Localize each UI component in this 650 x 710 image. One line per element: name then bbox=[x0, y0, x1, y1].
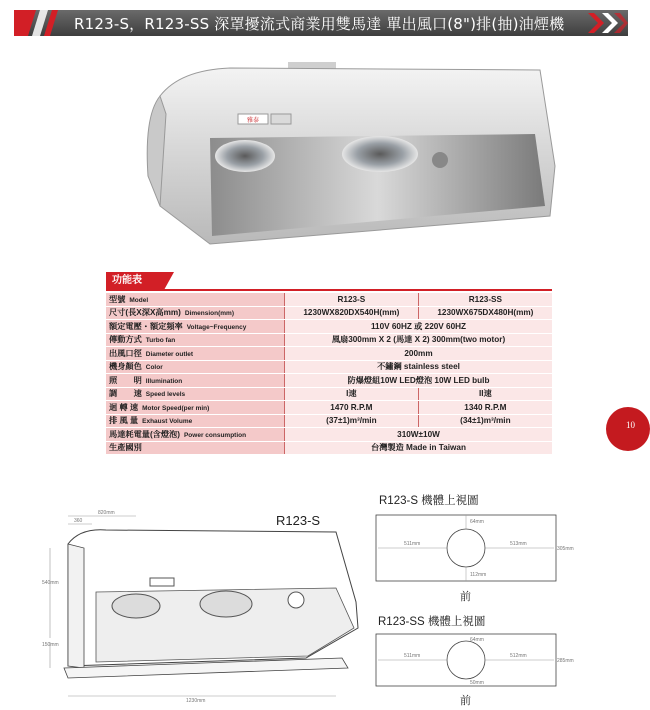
spec-table-heading: 功能表 bbox=[106, 272, 164, 290]
page-number: 10 bbox=[626, 420, 635, 430]
spec-label bbox=[106, 360, 285, 374]
spec-value: R123-S bbox=[285, 293, 419, 306]
spec-label bbox=[106, 293, 285, 306]
spec-label-en: Diameter outlet bbox=[145, 350, 194, 358]
spec-label-zh: 排 風 量 bbox=[109, 416, 139, 426]
top-view-title-r123s: R123-S 機體上視圖 bbox=[379, 495, 479, 507]
spec-value: 台灣製造 Made in Taiwan bbox=[285, 441, 553, 455]
spec-value: 200mm bbox=[285, 347, 553, 361]
spec-row bbox=[106, 320, 552, 334]
spec-label-en: Power consumption bbox=[183, 431, 247, 439]
top-view-r123ss bbox=[364, 630, 574, 690]
spec-label-zh: 馬達耗電量(含燈泡) bbox=[109, 429, 180, 439]
spec-value: 1230WX820DX540H(mm) bbox=[285, 306, 419, 320]
spec-table-header bbox=[106, 272, 552, 290]
dim-top: 64mm bbox=[470, 637, 484, 643]
spec-label-zh: 額定電壓・額定頻率 bbox=[109, 321, 183, 331]
spec-label-zh: 照 明 bbox=[109, 375, 142, 385]
spec-label-zh: 尺寸(長X深X高mm) bbox=[109, 308, 181, 318]
dim-front: 150mm bbox=[42, 642, 59, 648]
divider bbox=[106, 289, 552, 291]
spec-label-en: Exhaust Volume bbox=[142, 418, 193, 426]
spec-label-en: Dimension(mm) bbox=[184, 310, 234, 318]
spec-value: 1340 R.P.M bbox=[418, 401, 552, 415]
dim-bottom: 50mm bbox=[470, 680, 484, 686]
spec-label bbox=[106, 387, 285, 401]
title-banner bbox=[14, 10, 628, 36]
spec-label bbox=[106, 347, 285, 361]
chevron-right-icon bbox=[582, 10, 628, 36]
spec-value: 1470 R.P.M bbox=[285, 401, 419, 415]
spec-label bbox=[106, 428, 285, 442]
spec-label bbox=[106, 441, 285, 455]
spec-label-zh: 出風口徑 bbox=[109, 348, 142, 358]
spec-tab-tail bbox=[164, 272, 174, 290]
dim-right: 512mm bbox=[510, 653, 527, 659]
top-view-title-r123ss: R123-SS 機體上視圖 bbox=[378, 616, 486, 628]
spec-label bbox=[106, 401, 285, 415]
spec-label-en: Voltage~Frequency bbox=[186, 323, 247, 331]
spec-label-en: Speed levels bbox=[145, 391, 186, 399]
dim-top: 360 bbox=[74, 518, 83, 524]
side-dimension-drawing bbox=[36, 508, 366, 704]
dim-left: 511mm bbox=[404, 541, 421, 547]
spec-label-zh: 機身顏色 bbox=[109, 362, 142, 372]
dim-side: 305mm bbox=[557, 546, 574, 552]
page-title: R123-S，R123-SS 深罩擾流式商業用雙馬達 單出風口(8")排(抽)油煙機 bbox=[74, 15, 565, 33]
spec-label-en: Motor Speed(per min) bbox=[142, 404, 210, 412]
spec-label-en: Turbo fan bbox=[145, 337, 176, 345]
dim-height: 540mm bbox=[42, 580, 59, 586]
spec-label bbox=[106, 374, 285, 388]
spec-row bbox=[106, 387, 552, 401]
spec-row bbox=[106, 347, 552, 361]
spec-label-en: Model bbox=[129, 296, 149, 304]
spec-row bbox=[106, 306, 552, 320]
side-drawing-model-label: R123-S bbox=[276, 513, 321, 528]
spec-row bbox=[106, 374, 552, 388]
top-view-r123s bbox=[364, 510, 574, 586]
spec-row bbox=[106, 333, 552, 347]
spec-label-zh: 生產國別 bbox=[109, 443, 142, 453]
front-label-r123s: 前 bbox=[460, 590, 471, 603]
dim-depth: 820mm bbox=[98, 510, 115, 516]
range-hood-image bbox=[140, 56, 560, 276]
dim-left: 511mm bbox=[404, 653, 421, 659]
spec-label bbox=[106, 333, 285, 347]
spec-row bbox=[106, 428, 552, 442]
dim-width: 1230mm bbox=[186, 698, 206, 704]
banner-stripes-icon bbox=[14, 10, 74, 36]
spec-value: 110V 60HZ 或 220V 60HZ bbox=[285, 320, 553, 334]
spec-label bbox=[106, 414, 285, 428]
spec-value: R123-SS bbox=[418, 293, 552, 306]
spec-label bbox=[106, 306, 285, 320]
spec-row bbox=[106, 360, 552, 374]
dim-top: 64mm bbox=[470, 519, 484, 525]
spec-row bbox=[106, 293, 552, 306]
spec-table bbox=[106, 293, 552, 455]
spec-row bbox=[106, 441, 552, 455]
spec-row bbox=[106, 401, 552, 415]
spec-label-zh: 調 速 bbox=[109, 389, 142, 399]
spec-label bbox=[106, 320, 285, 334]
spec-value: I速 bbox=[285, 387, 419, 401]
spec-label-en: Illumination bbox=[145, 377, 183, 385]
spec-label-en: Color bbox=[145, 364, 163, 372]
spec-label-zh: 型號 bbox=[109, 294, 126, 304]
spec-value: 1230WX675DX480H(mm) bbox=[418, 306, 552, 320]
dim-side: 285mm bbox=[557, 658, 574, 664]
spec-value: 風扇300mm X 2 (馬達 X 2) 300mm(two motor) bbox=[285, 333, 553, 347]
spec-row bbox=[106, 414, 552, 428]
spec-label-zh: 迴 轉 速 bbox=[109, 402, 139, 412]
front-label-r123ss: 前 bbox=[460, 694, 471, 707]
dim-bottom: 112mm bbox=[470, 572, 487, 578]
spec-table-section bbox=[106, 272, 552, 455]
brand-logo: 雅泰 bbox=[246, 118, 260, 124]
spec-label-zh: 傳動方式 bbox=[109, 335, 142, 345]
spec-value: 310W±10W bbox=[285, 428, 553, 442]
spec-value: 不鏽鋼 stainless steel bbox=[285, 360, 553, 374]
spec-value: (34±1)m³/min bbox=[418, 414, 552, 428]
dim-right: 513mm bbox=[510, 541, 527, 547]
spec-value: II速 bbox=[418, 387, 552, 401]
spec-value: 防爆燈組10W LED燈泡 10W LED bulb bbox=[285, 374, 553, 388]
spec-value: (37±1)m³/min bbox=[285, 414, 419, 428]
